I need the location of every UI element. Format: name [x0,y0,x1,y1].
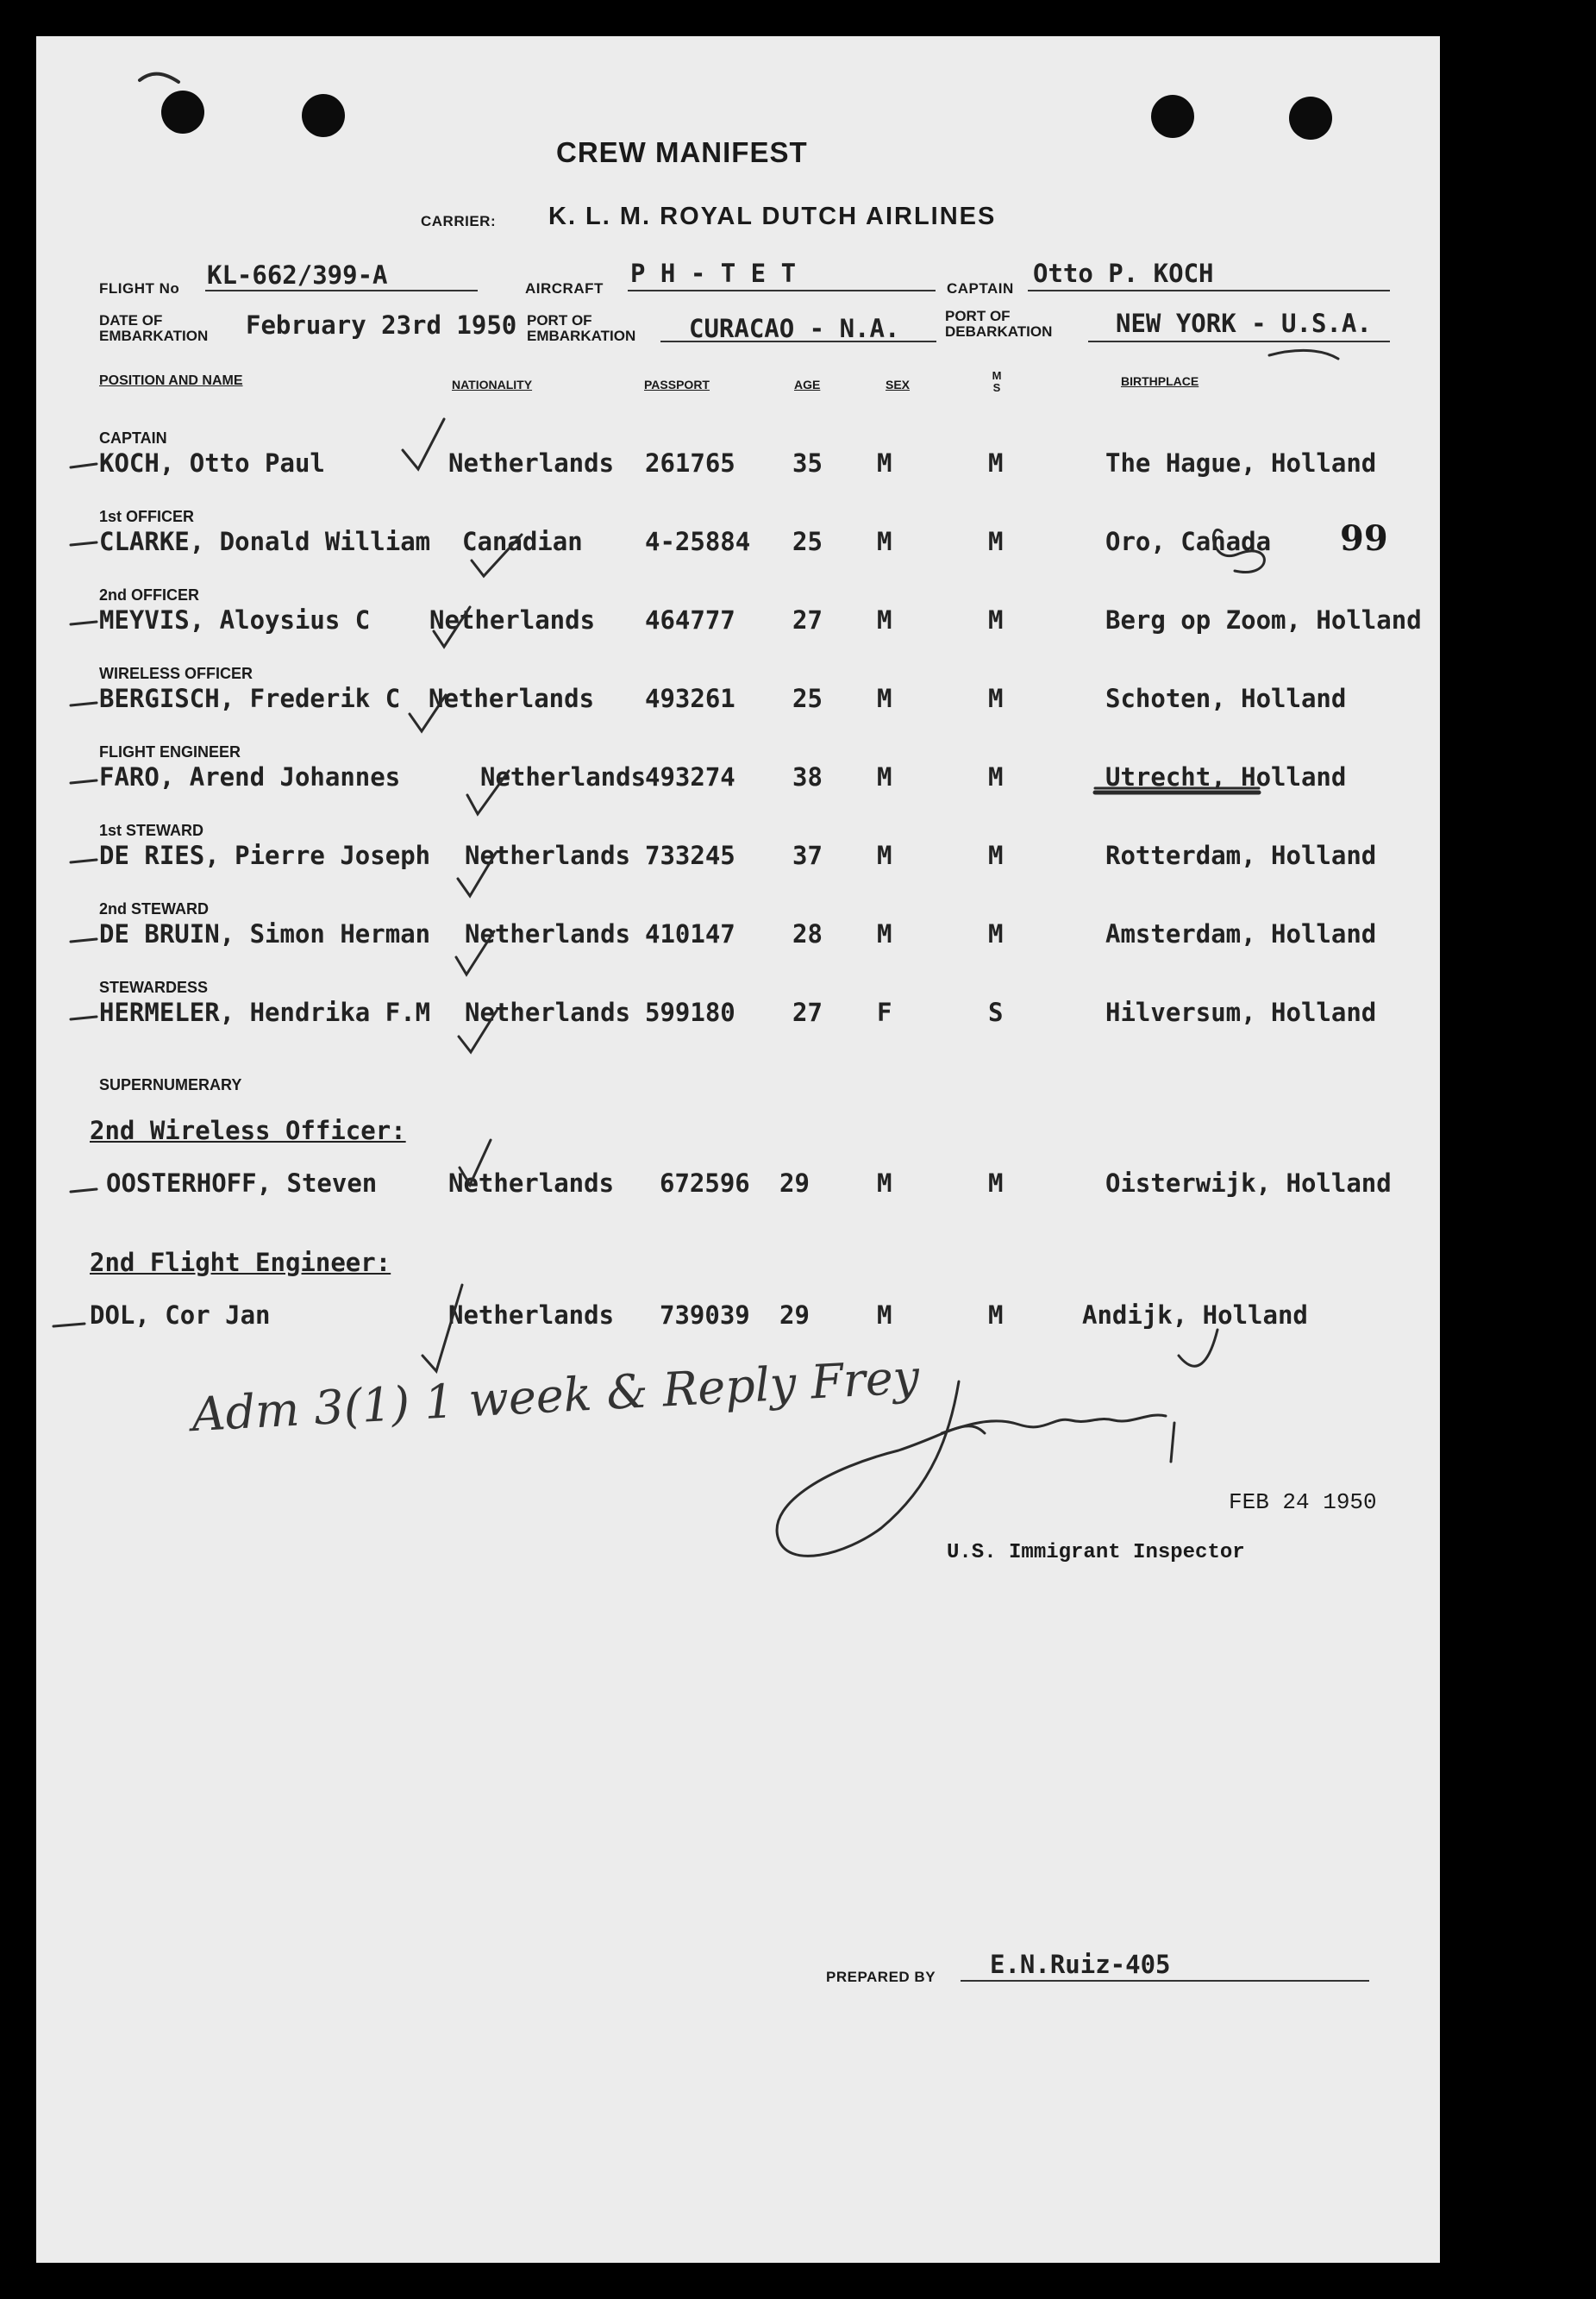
crew-name: KOCH, Otto Paul [99,448,325,478]
crew-birthplace: Berg op Zoom, Holland [1105,605,1422,635]
handwritten-note: Adm 3(1) 1 week & Reply Frey [190,1349,921,1443]
crew-name: OOSTERHOFF, Steven [106,1168,378,1198]
crew-birthplace: Oisterwijk, Holland [1105,1168,1392,1198]
crew-sex: M [877,527,892,556]
col-sex: SEX [886,378,911,392]
date-label: DATE OF EMBARKATION [99,312,209,344]
crew-birthplace: Andijk, Holland [1082,1300,1308,1330]
document-title: CREW MANIFEST [556,136,808,168]
flight-no-value: KL-662/399-A [207,260,388,290]
received-date-stamp: FEB 24 1950 [1229,1489,1377,1515]
crew-age: 27 [792,605,823,635]
crew-sex: M [877,762,892,792]
crew-sex: M [877,448,892,478]
crew-passport: 493274 [645,762,735,792]
crew-passport: 4-25884 [645,527,751,556]
col-marital-status: M S [992,369,1002,394]
margin-number: 99 [1340,518,1388,559]
crew-birthplace: Rotterdam, Holland [1105,841,1377,870]
check-mark-icon [472,535,522,576]
crew-age: 37 [792,841,823,870]
crew-passport: 739039 [660,1300,750,1330]
port-embarkation-label: PORT OF EMBARKATION [527,312,636,344]
crew-birthplace: Amsterdam, Holland [1105,919,1377,949]
captain-value: Otto P. KOCH [1033,259,1214,288]
crew-position: 1st STEWARD [99,822,204,839]
crew-age: 38 [792,762,823,792]
check-mark-icon [410,695,446,731]
crew-ms: M [988,1168,1004,1198]
crew-age: 28 [792,919,823,949]
crew-birthplace: The Hague, Holland [1105,448,1377,478]
crew-ms: M [988,684,1004,713]
aircraft-value: P H - T E T [630,259,797,288]
crew-passport: 261765 [645,448,735,478]
date-value: February 23rd 1950 [246,310,517,340]
crew-position: 2nd STEWARD [99,900,210,918]
crew-ms: S [988,998,1004,1027]
prepared-by-value: E.N.Ruiz-405 [990,1950,1171,1979]
manifest-sheet [36,36,1440,2263]
crew-passport: 464777 [645,605,735,635]
prepared-by-label: PREPARED BY [826,1969,936,1985]
port-debarkation-label: PORT OF DEBARKATION [945,308,1053,340]
crew-nationality: Netherlands [429,605,596,635]
crew-nationality: Netherlands [480,762,647,792]
crew-nationality: Canadian [462,527,583,556]
col-position-name: POSITION AND NAME [99,373,243,388]
carrier-label: CARRIER: [421,213,497,229]
crew-birthplace: Hilversum, Holland [1105,998,1377,1027]
port-debarkation-value: NEW YORK - U.S.A. [1116,309,1372,338]
check-mark-icon [403,419,444,469]
crew-ms: M [988,762,1004,792]
crew-sex: M [877,841,892,870]
col-nationality: NATIONALITY [452,378,533,392]
check-mark-icon [467,771,509,814]
crew-nationality: Netherlands [448,448,615,478]
crew-birthplace: Schoten, Holland [1105,684,1347,713]
crew-ms: M [988,1300,1004,1330]
crew-name: CLARKE, Donald William [99,527,431,556]
crew-position: 2nd OFFICER [99,586,199,604]
aircraft-label: AIRCRAFT [525,280,604,297]
inspector-stamp: U.S. Immigrant Inspector [947,1541,1245,1564]
check-mark-icon [434,607,470,647]
crew-name: DE BRUIN, Simon Herman [99,919,431,949]
crew-passport: 410147 [645,919,735,949]
crew-nationality: Netherlands [465,919,631,949]
col-birthplace: BIRTHPLACE [1121,374,1199,388]
crew-ms: M [988,527,1004,556]
crew-position: CAPTAIN [99,429,167,447]
check-mark-icon [422,1285,462,1371]
supernumerary-role: 2nd Flight Engineer: [90,1248,391,1277]
crew-sex: M [877,919,892,949]
crew-sex: M [877,684,892,713]
crew-name: FARO, Arend Johannes [99,762,401,792]
crew-sex: M [877,1168,892,1198]
crew-nationality: Netherlands [429,684,595,713]
pen-marks [36,36,1440,2263]
crew-passport: 599180 [645,998,735,1027]
crew-age: 29 [779,1168,810,1198]
flight-no-label: FLIGHT No [99,280,180,297]
crew-ms: M [988,605,1004,635]
crew-ms: M [988,448,1004,478]
crew-age: 35 [792,448,823,478]
crew-passport: 493261 [645,684,735,713]
captain-label: CAPTAIN [947,280,1014,297]
crew-name: HERMELER, Hendrika F.M [99,998,431,1027]
crew-position: 1st OFFICER [99,508,195,525]
crew-name: MEYVIS, Aloysius C [99,605,371,635]
crew-sex: M [877,1300,892,1330]
crew-name: BERGISCH, Frederik C [99,684,401,713]
signature-icon [777,1381,985,1556]
crew-name: DE RIES, Pierre Joseph [99,841,431,870]
check-mark-icon [460,1140,491,1185]
crew-position: WIRELESS OFFICER [99,665,253,682]
crew-age: 27 [792,998,823,1027]
crew-passport: 672596 [660,1168,750,1198]
carrier-name: K. L. M. ROYAL DUTCH AIRLINES [548,203,997,230]
crew-nationality: Netherlands [465,998,631,1027]
col-passport: PASSPORT [644,378,710,392]
supernumerary-role: 2nd Wireless Officer: [90,1116,406,1145]
supernumerary-label: SUPERNUMERARY [99,1076,242,1093]
crew-position: FLIGHT ENGINEER [99,743,241,761]
crew-birthplace: Utrecht, Holland [1105,762,1347,792]
crew-age: 29 [779,1300,810,1330]
crew-position: STEWARDESS [99,979,209,996]
port-embarkation-value: CURACAO - N.A. [689,314,900,343]
crew-age: 25 [792,527,823,556]
check-mark-icon [458,853,496,896]
crew-ms: M [988,841,1004,870]
crew-nationality: Netherlands [448,1168,615,1198]
col-age: AGE [794,378,821,392]
check-mark-icon [456,931,494,974]
crew-name: DOL, Cor Jan [90,1300,271,1330]
crew-passport: 733245 [645,841,735,870]
crew-birthplace: Oro, Canada [1105,527,1272,556]
crew-sex: M [877,605,892,635]
check-mark-icon [459,1011,497,1052]
crew-nationality: Netherlands [448,1300,615,1330]
crew-sex: F [877,998,892,1027]
crew-ms: M [988,919,1004,949]
crew-age: 25 [792,684,823,713]
crew-nationality: Netherlands [465,841,631,870]
